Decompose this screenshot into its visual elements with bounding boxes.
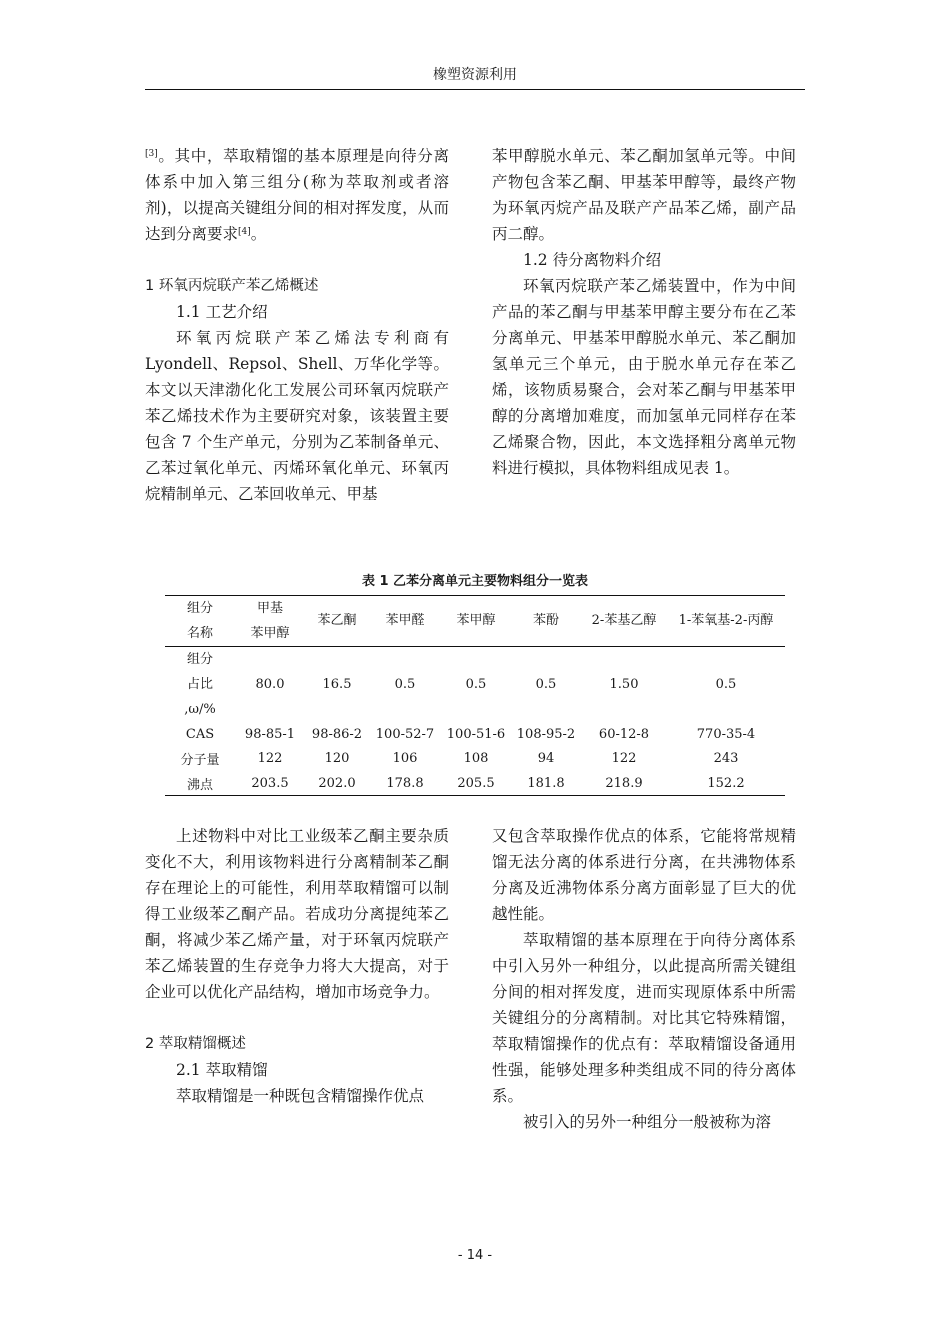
- section-gap: [145, 247, 449, 273]
- table-cell: 181.8: [527, 775, 565, 791]
- table-row-molecular-weight: [165, 747, 785, 772]
- table-cell: 202.0: [318, 775, 356, 791]
- paragraph-principle: 萃取精馏的基本原理在于向待分离体系中引入另外一种组分，以此提高所需关键组分间的相对挥发度，进而实现原体系中所需关键组分的分离精制。对比其它特殊精馏，萃取精馏操作的优点有：萃取精馏设备通用性强，能够处理多种类组成不同的待分离体系。: [492, 931, 796, 1105]
- table-row-cas: [165, 722, 785, 747]
- table-cell: 770-35-4: [696, 726, 756, 742]
- table-cell: 122: [611, 751, 637, 767]
- header-phenylethanol: 2-苯基乙醇: [591, 613, 657, 628]
- subsection-heading-2-1: 2.1 萃取精馏: [176, 1061, 268, 1079]
- table-cell: 94: [537, 751, 555, 767]
- paragraph-extractive-distillation: 萃取精馏是一种既包含精馏操作优点: [176, 1087, 425, 1105]
- table-header-row: [165, 596, 785, 647]
- table-cell: 205.5: [457, 775, 495, 791]
- section-gap: [145, 1005, 449, 1031]
- table-cell: 178.8: [386, 775, 424, 791]
- header-benzaldehyde: 苯甲醛: [385, 613, 425, 628]
- table-cell: 0.5: [394, 677, 416, 692]
- material-composition-table: [165, 595, 785, 796]
- row-label-line-1: 组分: [186, 652, 213, 667]
- table-cell: 243: [713, 751, 739, 767]
- row-label-cas: CAS: [185, 726, 215, 742]
- table-cell: 108-95-2: [516, 726, 576, 742]
- table-cell: 1.50: [609, 677, 639, 692]
- header-rule: [145, 89, 805, 90]
- table-cell: 0.5: [465, 677, 487, 692]
- citation-3: [3]: [145, 149, 158, 159]
- lower-right-column: [492, 823, 796, 1135]
- table-cell: 100-52-7: [375, 726, 435, 742]
- header-corner: [165, 596, 235, 647]
- upper-left-column: [145, 143, 449, 507]
- table-cell: 16.5: [322, 677, 352, 692]
- paragraph-materials: 环氧丙烷联产苯乙烯装置中，作为中间产品的苯乙酮与甲基苯甲醇主要分布在乙苯分离单元、甲基苯甲醇脱水单元、苯乙酮加氢单元三个单元，由于脱水单元存在苯乙烯，该物质易聚合，会对苯乙酮与甲基苯甲醇的分离增加难度，而加氢单元同样存在苯乙烯聚合物，因此，本文选择粗分离单元物料进行模拟，具体物料组成见表 1。: [492, 277, 796, 477]
- subsection-heading-1-2: 1.2 待分离物料介绍: [523, 251, 662, 269]
- row-label-line-2: 占比: [186, 677, 213, 692]
- row-label-line-3: ,ω/%: [184, 702, 216, 717]
- table-cell: 106: [392, 751, 418, 767]
- table-cell: 108: [463, 751, 489, 767]
- paragraph-feasibility: 上述物料中对比工业级苯乙酮主要杂质变化不大，利用该物料进行分离精制苯乙酮存在理论上的可能性，利用萃取精馏可以制得工业级苯乙酮产品。若成功分离提纯苯乙酮，将减少苯乙烯产量，对于环氧丙烷联产苯乙烯装置的生存竞争力将大大提高，对于企业可以优化产品结构，增加市场竞争力。: [145, 827, 449, 1001]
- paragraph-end: 。: [250, 225, 267, 243]
- table-cell: 120: [324, 751, 350, 767]
- header-methylbenzyl-alcohol: [235, 596, 305, 647]
- paragraph-process: 环氧丙烷联产苯乙烯法专利商有Lyondell、Repsol、Shell、万华化学等。本文以天津渤化化工发展公司环氧丙烷联产苯乙烯技术作为主要研究对象，该装置主要包含 7 个生产单元，分别为乙苯制备单元、乙苯过氧化单元、丙烯环氧化单元、环氧丙烷精制单元、乙苯回收单元、甲基: [145, 329, 449, 503]
- section-heading-2: 2 萃取精馏概述: [145, 1036, 246, 1052]
- table-cell: 218.9: [605, 775, 643, 791]
- paragraph-process-continued: 苯甲醇脱水单元、苯乙酮加氢单元等。中间产物包含苯乙酮、甲基苯甲醇等，最终产物为环氧丙烷产品及联产产品苯乙烯，副产品丙二醇。: [492, 147, 796, 243]
- row-label-fraction: [165, 647, 235, 723]
- header-corner-line-1: 组分: [186, 601, 213, 616]
- table-cell: 152.2: [707, 775, 745, 791]
- table-cell: 0.5: [715, 677, 737, 692]
- header-phenoxy-propanol: 1-苯氧基-2-丙醇: [678, 613, 774, 628]
- table-cell: 122: [257, 751, 283, 767]
- header-corner-line-2: 名称: [186, 626, 213, 641]
- table-cell: 203.5: [251, 775, 289, 791]
- table-row-boiling-point: [165, 771, 785, 796]
- table-cell: 98-86-2: [311, 726, 363, 742]
- header-acetophenone: 苯乙酮: [317, 613, 357, 628]
- header-benzyl-alcohol: 苯甲醇: [456, 613, 496, 628]
- table-cell: 80.0: [255, 677, 285, 692]
- header-cell-line-1: 甲基: [256, 601, 283, 616]
- paragraph-text: 。其中，萃取精馏的基本原理是向待分离体系中加入第三组分(称为萃取剂或者溶剂)，以提高关键组分间的相对挥发度，从而达到分离要求: [145, 147, 449, 243]
- citation-4: [4]: [238, 227, 251, 237]
- paragraph-solvent: 被引入的另外一种组分一般被称为溶: [523, 1113, 772, 1131]
- table-cell: 98-85-1: [244, 726, 296, 742]
- lower-left-column: [145, 823, 449, 1109]
- paragraph-extractive-continued: 又包含萃取操作优点的体系，它能将常规精馏无法分离的体系进行分离，在共沸物体系分离及近沸物体系分离方面彰显了巨大的优越性能。: [492, 827, 796, 923]
- page-number: - 14 -: [457, 1248, 493, 1263]
- header-phenol: 苯酚: [532, 613, 559, 628]
- table-cell: 100-51-6: [446, 726, 506, 742]
- table-row-fraction: [165, 647, 785, 723]
- table-caption: 表 1 乙苯分离单元主要物料组分一览表: [361, 574, 589, 589]
- subsection-heading-1-1: 1.1 工艺介绍: [176, 303, 268, 321]
- upper-right-column: [492, 143, 796, 481]
- row-label-molecular-weight: 分子量: [180, 753, 220, 769]
- row-label-boiling-point: 沸点: [186, 777, 213, 793]
- table-cell: 0.5: [535, 677, 557, 692]
- section-heading-1: 1 环氧丙烷联产苯乙烯概述: [145, 278, 319, 294]
- header-cell-line-2: 苯甲醇: [250, 626, 290, 641]
- paragraph-intro-continued: [145, 143, 449, 247]
- table-cell: 60-12-8: [598, 726, 650, 742]
- running-header: 橡塑资源利用: [433, 67, 517, 83]
